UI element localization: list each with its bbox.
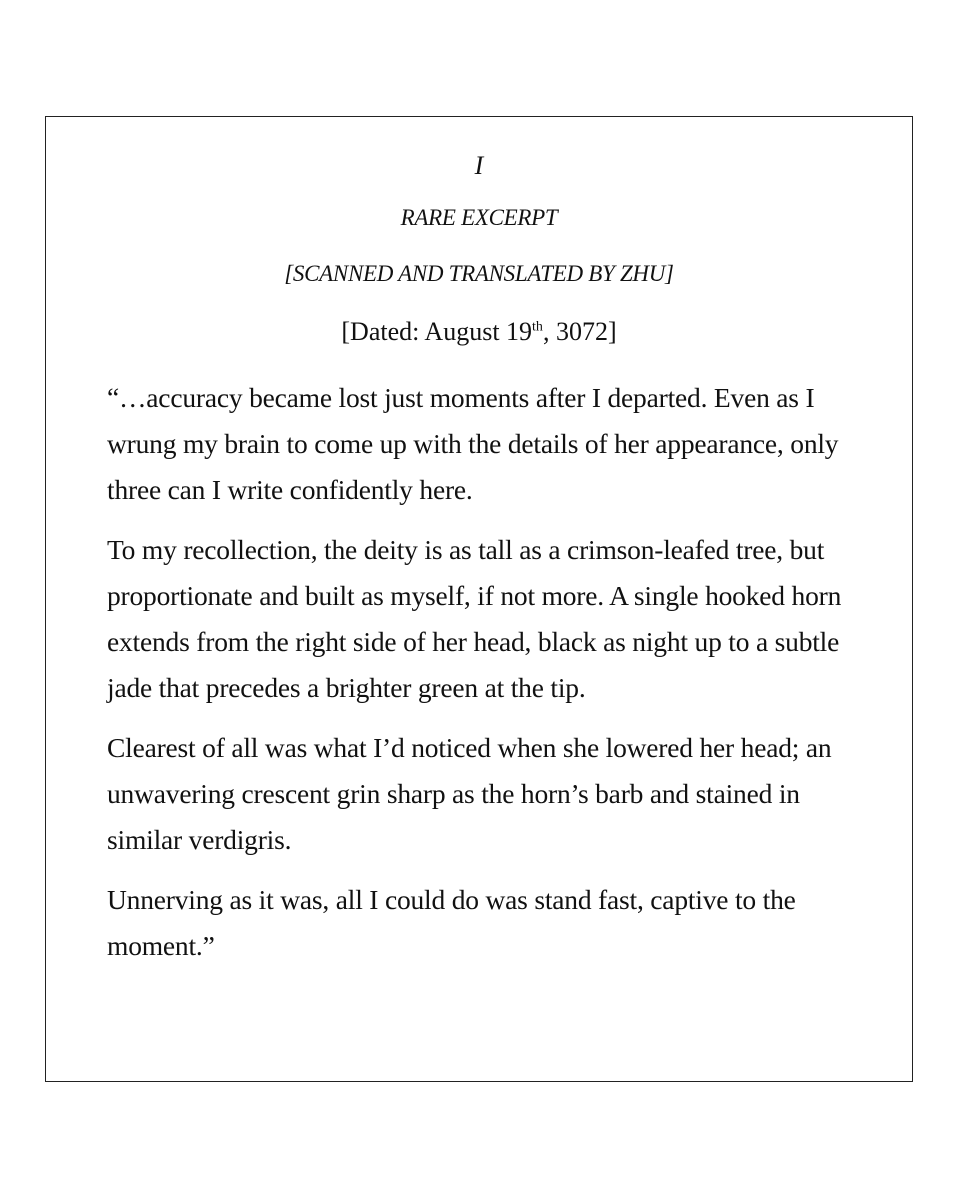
paragraph: Clearest of all was what I’d noticed when she lowered her head; an unwavering crescent grin sharp as the horn’s barb and stained in similar verdigris. xyxy=(107,732,832,855)
date-end: , 3072] xyxy=(542,317,617,346)
paragraph: “…accuracy became lost just moments after I departed. Even as I wrung my brain to come up with the details of her appearance, only three can I write confidently here. xyxy=(107,382,839,505)
date-line xyxy=(46,315,912,349)
translation-note: [SCANNED AND TRANSLATED BY ZHU] xyxy=(284,261,674,286)
excerpt-title: RARE EXCERPT xyxy=(400,205,558,230)
chapter-number: I xyxy=(474,151,484,180)
page-frame xyxy=(45,116,913,1082)
paragraph: To my recollection, the deity is as tall as a crimson-leafed tree, but proportionate and built as myself, if not more. A single hooked horn extends from the right side of her head, black as night up to a subtle jade that precedes a brighter green at the tip. xyxy=(107,534,842,703)
date-ordinal-suffix: th xyxy=(532,319,543,335)
paragraph: Unnerving as it was, all I could do was stand fast, captive to the moment.” xyxy=(107,884,796,961)
body-text xyxy=(107,375,876,983)
date-prefix: [Dated: August 19 xyxy=(341,317,533,346)
